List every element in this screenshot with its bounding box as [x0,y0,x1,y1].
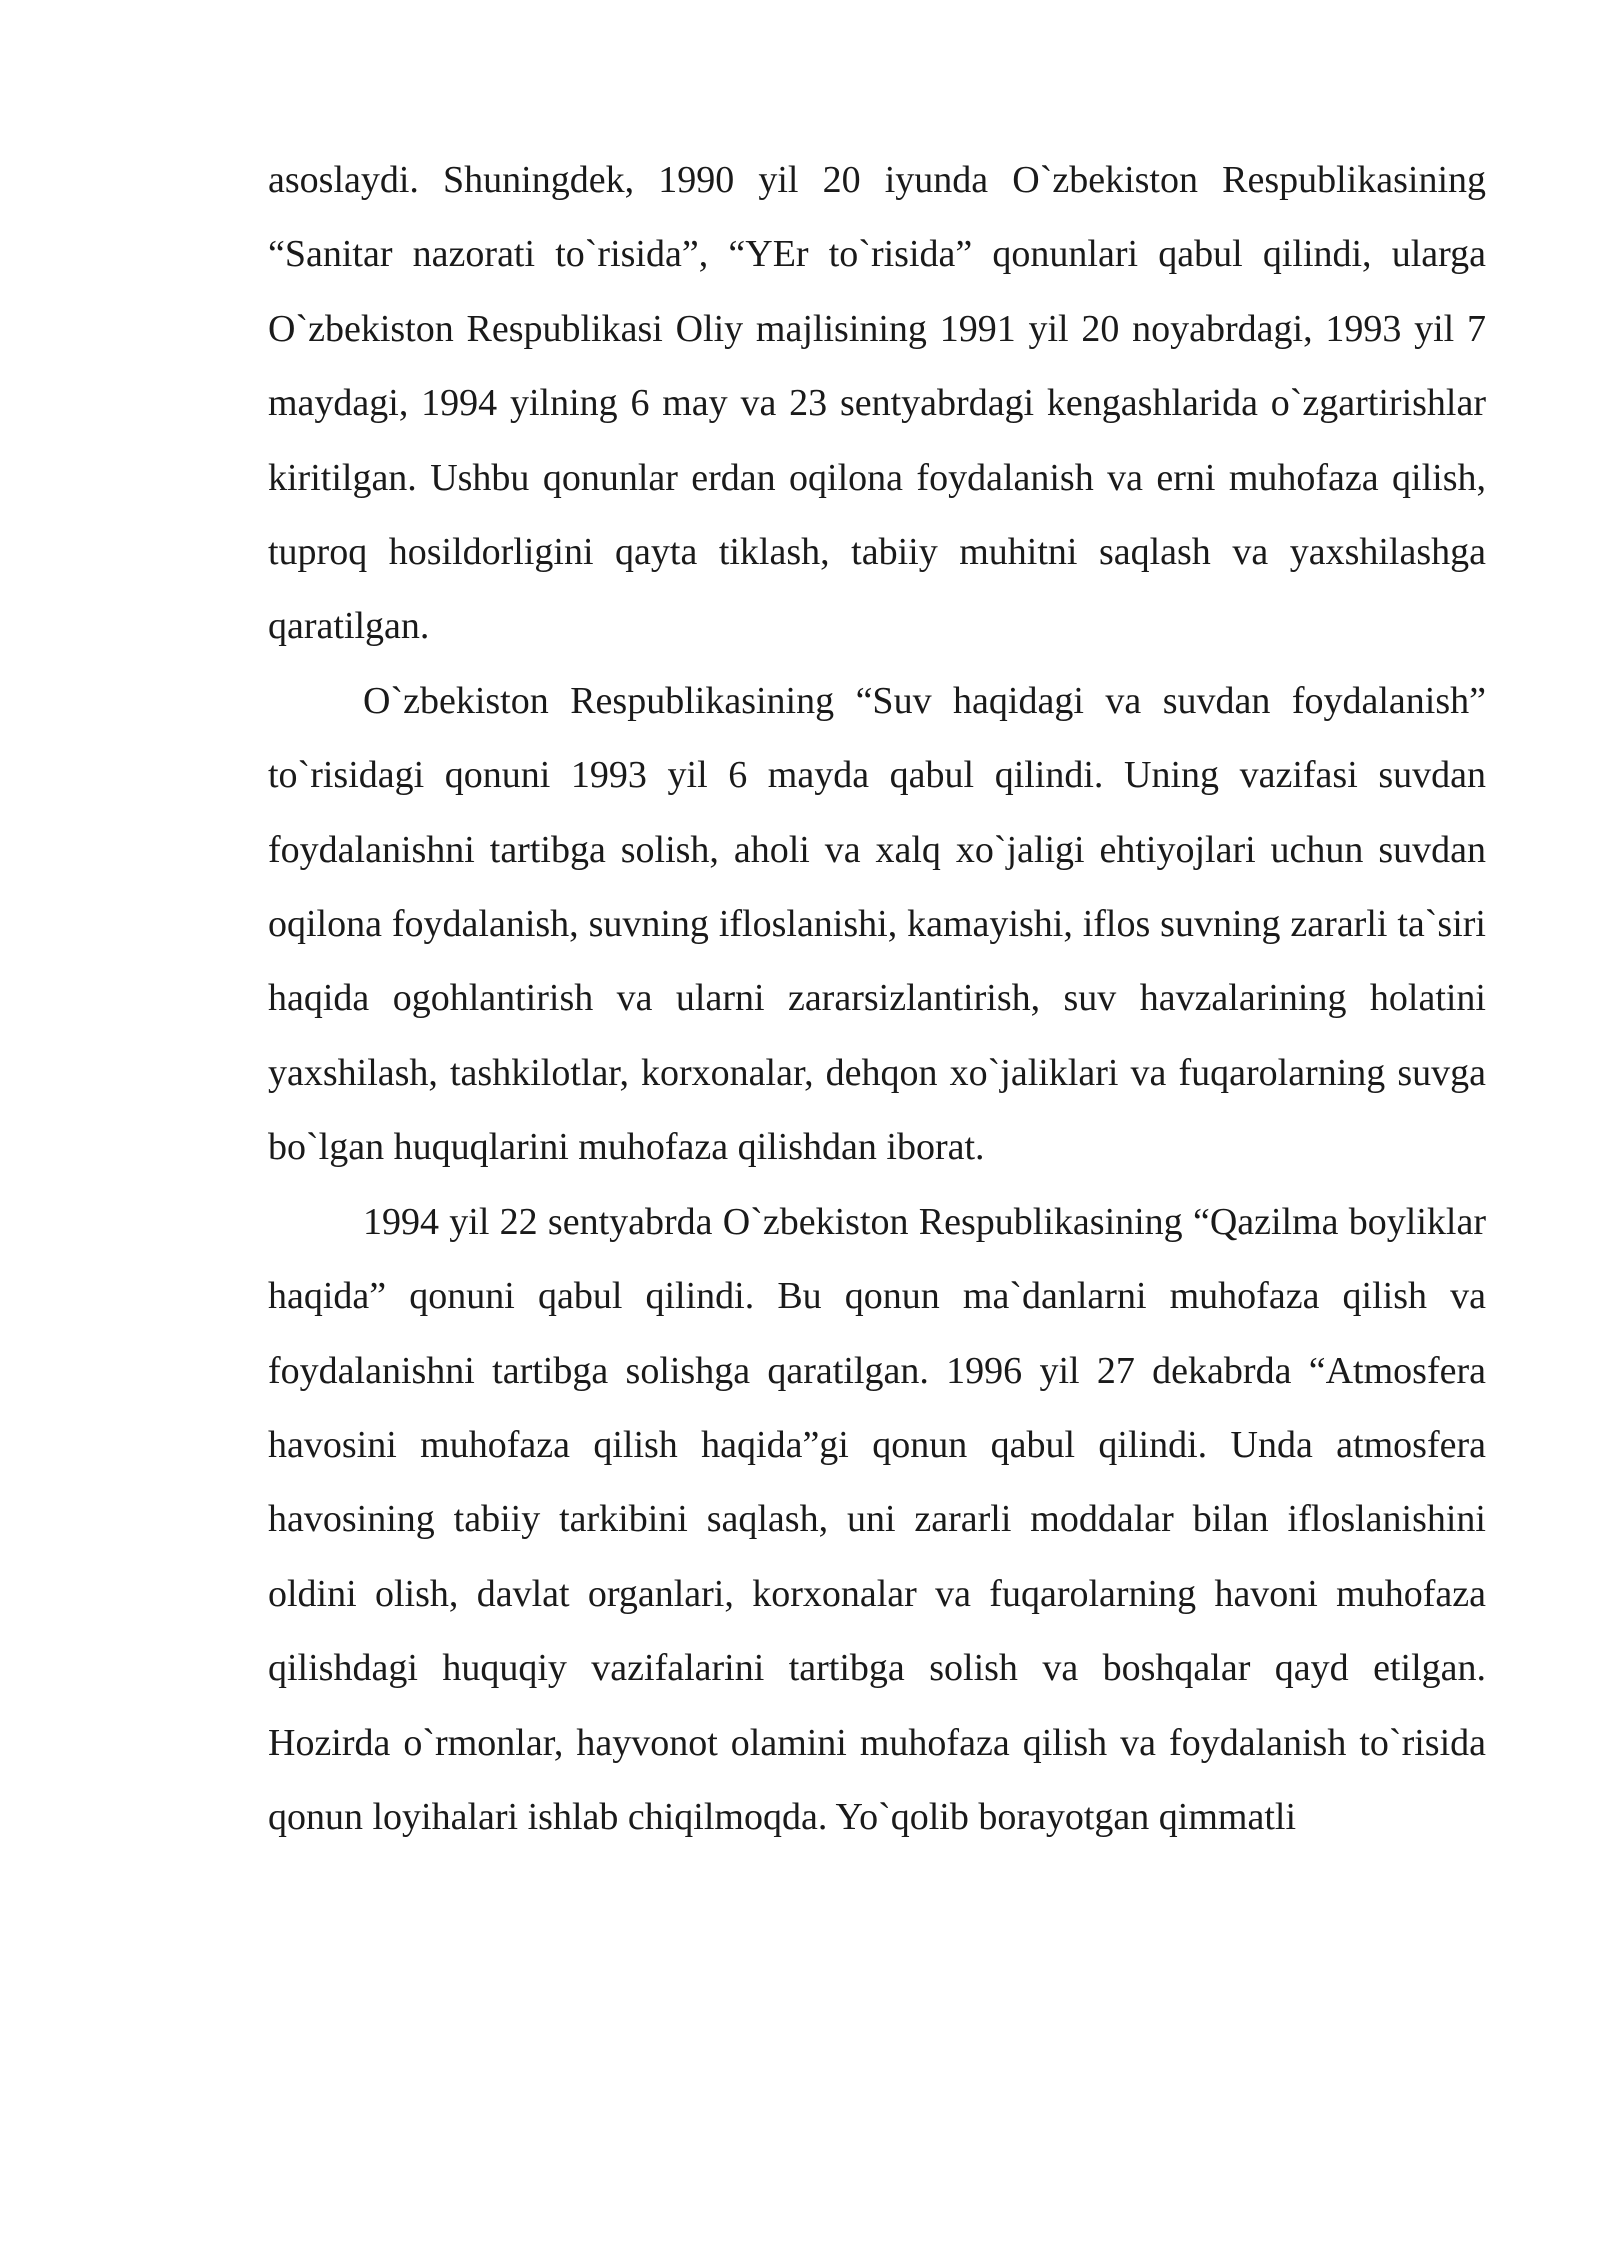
paragraph-2: O`zbekiston Respublikasining “Suv haqidagi va suvdan foydalanish” to`risidagi qonuni 1993 yil 6 mayda qabul qilindi. Uning vazifasi suvdan foydalanishni tartibga solish, aholi va xalq xo`jaligi ehtiyojlari uchun suvdan oqilona foydalanish, suvning ifloslanishi, kamayishi, iflos suvning zararli ta`siri haqida ogohlantirish va ularni zararsizlantirish, suv havzalarining holatini yaxshilash, tashkilotlar, korxonalar, dehqon xo`jaliklari va fuqarolarning suvga bo`lgan huquqlarini muhofaza qilishdan iborat. [268,679,1486,1169]
paragraph-3: 1994 yil 22 sentyabrda O`zbekiston Respublikasining “Qazilma boyliklar haqida” qonuni qabul qilindi. Bu qonun ma`danlarni muhofaza qilish va foydalanishni tartibga solishga qaratilgan. 1996 yil 27 dekabrda “Atmosfera havosini muhofaza qilish haqida”gi qonun qabul qilindi. Unda atmosfera havosining tabiiy tarkibini saqlash, uni zararli moddalar bilan ifloslanishini oldini olish, davlat organlari, korxonalar va fuqarolarning havoni muhofaza qilishdagi huquqiy vazifalarini tartibga solish va boshqalar qayd etilgan. Hozirda o`rmonlar, hayvonot olamini muhofaza qilish va foydalanish to`risida qonun loyihalari ishlab chiqilmoqda. Yo`qolib borayotgan qimmatli [268,1200,1486,1838]
paragraph-1: asoslaydi. Shuningdek, 1990 yil 20 iyunda O`zbekiston Respublikasining “Sanitar nazorati to`risida”, “YEr to`risida” qonunlari qabul qilindi, ularga O`zbekiston Respublikasi Oliy majlisining 1991 yil 20 noyabrdagi, 1993 yil 7 maydagi, 1994 yilning 6 may va 23 sentyabrdagi kengashlarida o`zgartirishlar kiritilgan. Ushbu qonunlar erdan oqilona foydalanish va erni muhofaza qilish, tuproq hosildorligini qayta tiklash, tabiiy muhitni saqlash va yaxshilashga qaratilgan. [268,159,1486,648]
document-body [268,143,1486,1854]
